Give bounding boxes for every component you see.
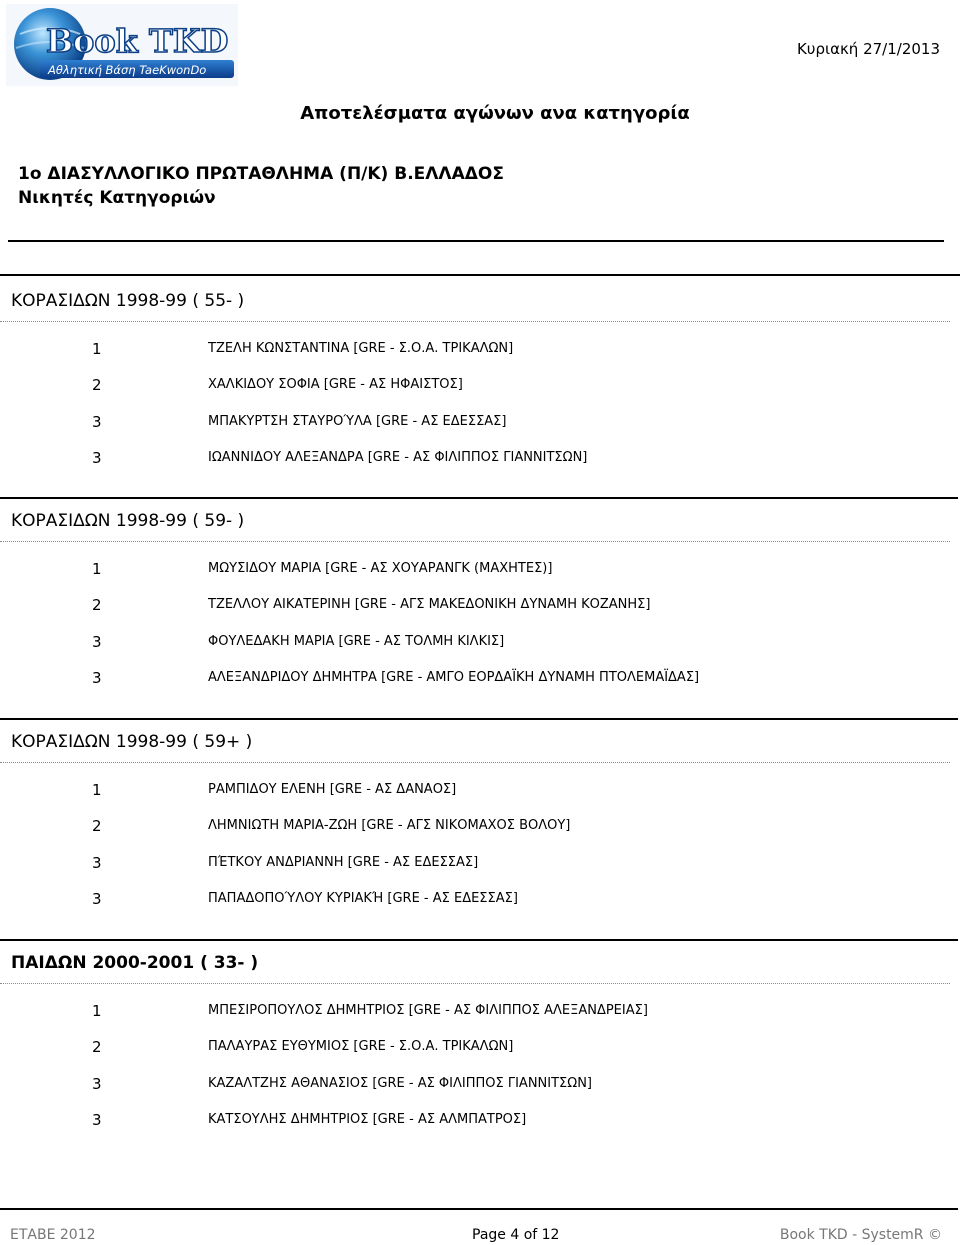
result-row: [0, 596, 960, 618]
result-row: [0, 890, 960, 912]
athlete-entry: ΦΟΥΛΕΔΑΚΗ ΜΑΡΙΑ [GRE - ΑΣ ΤΟΛΜΗ ΚΙΛΚΙΣ]: [208, 634, 505, 649]
athlete-entry: ΠΈΤΚΟΥ ΑΝΔΡΙΑΝΝΗ [GRE - ΑΣ ΕΔΕΣΣΑΣ]: [208, 855, 479, 870]
athlete-entry: ΑΛΕΞΑΝΔΡΙΔΟΥ ΔΗΜΗΤΡΑ [GRE - ΑΜΓΟ ΕΟΡΔΑΪΚΗ ΔΥΝΑΜΗ ΠΤΟΛΕΜΑΪΔΑΣ]: [208, 670, 700, 685]
result-row: [0, 669, 960, 691]
place-number: 3: [92, 413, 102, 431]
header-divider: [8, 240, 944, 242]
athlete-entry: ΡΑΜΠΙΔΟΥ ΕΛΕΝΗ [GRE - ΑΣ ΔΑΝΑΟΣ]: [208, 782, 457, 797]
result-row: [0, 1075, 960, 1097]
place-number: 1: [92, 340, 102, 358]
event-title: 1ο ΔΙΑΣΥΛΛΟΓΙΚΟ ΠΡΩΤΑΘΛΗΜΑ (Π/Κ) Β.ΕΛΛΑΔΟΣ: [18, 164, 504, 184]
athlete-entry: ΚΑΤΣΟΥΛΗΣ ΔΗΜΗΤΡΙΟΣ [GRE - ΑΣ ΑΛΜΠΑΤΡΟΣ]: [208, 1112, 527, 1127]
category-divider: [0, 497, 958, 499]
place-number: 1: [92, 560, 102, 578]
place-number: 2: [92, 817, 102, 835]
place-number: 3: [92, 633, 102, 651]
dotted-separator: [0, 983, 950, 984]
category-block: [0, 497, 960, 707]
place-number: 3: [92, 669, 102, 687]
athlete-entry: ΤΖΕΛΛΟΥ ΑΙΚΑΤΕΡΙΝΗ [GRE - ΑΓΣ ΜΑΚΕΔΟΝΙΚΗ ΔΥΝΑΜΗ ΚΟΖΑΝΗΣ]: [208, 597, 651, 612]
athlete-entry: ΛΗΜΝΙΩΤΗ ΜΑΡΙΑ-ΖΩΗ [GRE - ΑΓΣ ΝΙΚΟΜΑΧΟΣ ΒΟΛΟΥ]: [208, 818, 571, 833]
result-row: [0, 1002, 960, 1024]
page-number: Page 4 of 12: [472, 1227, 560, 1243]
category-divider: [0, 939, 958, 941]
svg-text:Book TKD: Book TKD: [46, 22, 229, 60]
result-row: [0, 781, 960, 803]
footer-org: ΕΤΑΒΕ 2012: [10, 1227, 96, 1243]
place-number: 2: [92, 1038, 102, 1056]
result-row: [0, 633, 960, 655]
athlete-entry: ΠΑΛΑΥΡΑΣ ΕΥΘΥΜΙΟΣ [GRE - Σ.Ο.Α. ΤΡΙΚΑΛΩΝ]: [208, 1039, 514, 1054]
result-row: [0, 376, 960, 398]
place-number: 1: [92, 781, 102, 799]
place-number: 3: [92, 449, 102, 467]
dotted-separator: [0, 541, 950, 542]
result-row: [0, 1038, 960, 1060]
athlete-entry: ΤΖΕΛΗ ΚΩΝΣΤΑΝΤΙΝΑ [GRE - Σ.Ο.Α. ΤΡΙΚΑΛΩΝ]: [208, 341, 514, 356]
place-number: 3: [92, 1075, 102, 1093]
book-tkd-logo: [6, 4, 238, 86]
athlete-entry: ΜΩΥΣΙΔΟΥ ΜΑΡΙΑ [GRE - ΑΣ ΧΟΥΑΡΑΝΓΚ (ΜΑΧΗΤΕΣ)]: [208, 561, 553, 576]
place-number: 2: [92, 376, 102, 394]
page-title: Αποτελέσματα αγώνων ανα κατηγορία: [300, 103, 690, 124]
category-block: [0, 718, 960, 928]
footer-divider: [0, 1208, 958, 1210]
category-divider: [0, 718, 958, 720]
category-title: ΚΟΡΑΣΙΔΩΝ 1998-99 ( 59+ ): [11, 732, 253, 752]
dotted-separator: [0, 762, 950, 763]
place-number: 3: [92, 854, 102, 872]
category-title: ΚΟΡΑΣΙΔΩΝ 1998-99 ( 55- ): [11, 291, 245, 311]
footer-brand: Book TKD - SystemR ©: [779, 1227, 942, 1243]
result-row: [0, 854, 960, 876]
athlete-entry: ΙΩΑΝΝΙΔΟΥ ΑΛΕΞΑΝΔΡΑ [GRE - ΑΣ ΦΙΛΙΠΠΟΣ ΓΙΑΝΝΙΤΣΩΝ]: [208, 450, 588, 465]
svg-text:Αθλητική Βάση TaeKwonDo: Αθλητική Βάση TaeKwonDo: [48, 63, 207, 77]
result-row: [0, 413, 960, 435]
place-number: 3: [92, 890, 102, 908]
athlete-entry: ΚΑΖΑΛΤΖΗΣ ΑΘΑΝΑΣΙΟΣ [GRE - ΑΣ ΦΙΛΙΠΠΟΣ ΓΙΑΝΝΙΤΣΩΝ]: [208, 1076, 592, 1091]
dotted-separator: [0, 321, 950, 322]
place-number: 1: [92, 1002, 102, 1020]
athlete-entry: ΧΑΛΚΙΔΟΥ ΣΟΦΙΑ [GRE - ΑΣ ΗΦΑΙΣΤΟΣ]: [208, 377, 463, 392]
result-row: [0, 817, 960, 839]
category-block: [0, 939, 960, 1149]
category-title: ΠΑΙΔΩΝ 2000-2001 ( 33- ): [11, 953, 259, 973]
report-date: Κυριακή 27/1/2013: [796, 40, 940, 58]
category-title: ΚΟΡΑΣΙΔΩΝ 1998-99 ( 59- ): [11, 511, 245, 531]
event-subtitle: Νικητές Κατηγοριών: [18, 188, 216, 208]
result-row: [0, 449, 960, 471]
header-divider-2: [0, 274, 960, 276]
result-row: [0, 560, 960, 582]
place-number: 3: [92, 1111, 102, 1129]
place-number: 2: [92, 596, 102, 614]
athlete-entry: ΜΠΕΣΙΡΟΠΟΥΛΟΣ ΔΗΜΗΤΡΙΟΣ [GRE - ΑΣ ΦΙΛΙΠΠΟΣ ΑΛΕΞΑΝΔΡΕΙΑΣ]: [208, 1003, 648, 1018]
result-row: [0, 340, 960, 362]
result-row: [0, 1111, 960, 1133]
athlete-entry: ΜΠΑΚΥΡΤΣΗ ΣΤΑΥΡΟΎΛΑ [GRE - ΑΣ ΕΔΕΣΣΑΣ]: [208, 414, 507, 429]
category-block: [0, 277, 960, 487]
athlete-entry: ΠΑΠΑΔΟΠΟΎΛΟΥ ΚΥΡΙΑΚΉ [GRE - ΑΣ ΕΔΕΣΣΑΣ]: [208, 891, 518, 906]
